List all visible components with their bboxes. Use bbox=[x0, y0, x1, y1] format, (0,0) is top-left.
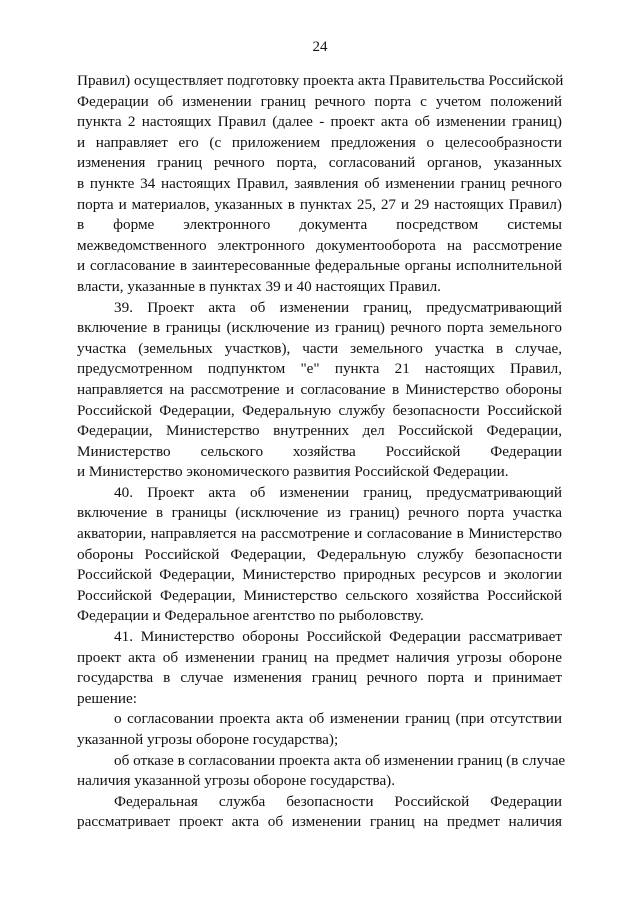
text-line: власти, указанные в пунктах 39 и 40 настоящих Правил. bbox=[77, 277, 441, 295]
text-line: включение в границы (исключение из границ) речного порта участка bbox=[77, 504, 562, 522]
paragraph-41-option-approve bbox=[77, 709, 562, 750]
text-line: участка (земельных участков), части земельного участка в случае, bbox=[77, 339, 562, 357]
text-line: предусмотренном подпунктом "е" пункта 21 настоящих Правил, bbox=[77, 360, 562, 378]
text-line: Федеральная служба безопасности Российской Федерации bbox=[114, 792, 562, 810]
text-line: Федерации и Федеральное агентство по рыболовству. bbox=[77, 607, 424, 625]
text-line: и направляет его (с приложением предложения о целесообразности bbox=[77, 133, 562, 151]
text-line: в пункте 34 настоящих Правил, заявления об изменении границ речного bbox=[77, 174, 562, 192]
text-line: и согласование в заинтересованные федеральные органы исполнительной bbox=[77, 257, 562, 275]
text-line: межведомственного электронного документооборота на рассмотрение bbox=[77, 236, 562, 254]
paragraph-fsb bbox=[77, 792, 562, 833]
document-body bbox=[77, 71, 566, 833]
text-line: 39. Проект акта об изменении границ, предусматривающий bbox=[114, 298, 562, 316]
text-line: указанной угрозы обороне государства); bbox=[77, 731, 339, 748]
text-line: в форме электронного документа посредством системы bbox=[77, 216, 562, 234]
text-line: наличия указанной угрозы обороне государства). bbox=[77, 772, 396, 790]
paragraph-40 bbox=[77, 483, 562, 627]
page-number: 24 bbox=[312, 39, 328, 55]
text-line: Российской Федерации, Министерство природных ресурсов и экологии bbox=[77, 566, 562, 584]
text-line: и Министерство экономического развития Российской Федерации. bbox=[77, 463, 509, 481]
text-line: о согласовании проекта акта об изменении границ (при отсутствии bbox=[114, 710, 562, 728]
text-line: решение: bbox=[77, 689, 137, 707]
text-line: государства в случае изменения границ речного порта и принимает bbox=[77, 669, 562, 687]
text-line: 40. Проект акта об изменении границ, предусматривающий bbox=[114, 483, 562, 501]
text-line: Российской Федерации, Федеральную службу безопасности Российской bbox=[77, 401, 562, 419]
paragraph-41 bbox=[77, 627, 562, 709]
text-line: Российской Федерации, Министерство сельского хозяйства Российской bbox=[77, 586, 562, 604]
text-line: акватории, направляется на рассмотрение и согласование в Министерство bbox=[77, 525, 562, 543]
text-line: 41. Министерство обороны Российской Федерации рассматривает bbox=[114, 628, 562, 646]
text-line: рассматривает проект акта об изменении границ на предмет наличия bbox=[77, 813, 562, 831]
text-line: Федерации, Министерство внутренних дел Российской Федерации, bbox=[77, 422, 562, 440]
text-line: пункта 2 настоящих Правил (далее - проект акта об изменении границ) bbox=[77, 113, 562, 131]
text-line: направляется на рассмотрение и согласование в Министерство обороны bbox=[77, 380, 562, 398]
text-line: порта и материалов, указанных в пунктах 25, 27 и 29 настоящих Правил) bbox=[77, 195, 562, 213]
text-line: обороны Российской Федерации, Федеральную службу безопасности bbox=[77, 545, 562, 563]
text-line: включение в границы (исключение из границ) речного порта земельного bbox=[77, 319, 562, 337]
paragraph-41-option-refuse bbox=[77, 751, 566, 792]
text-line: проект акта об изменении границ на предмет наличия угрозы обороне bbox=[77, 648, 562, 666]
paragraph-continuation bbox=[77, 71, 562, 298]
paragraph-39 bbox=[77, 298, 562, 483]
text-line: об отказе в согласовании проекта акта об изменении границ (в случае bbox=[114, 751, 566, 769]
text-line: Правил) осуществляет подготовку проекта акта Правительства Российской bbox=[77, 72, 564, 89]
text-line: изменения границ речного порта, согласований органов, указанных bbox=[77, 154, 562, 172]
text-line: Министерство сельского хозяйства Российской Федерации bbox=[77, 442, 562, 460]
text-line: Федерации об изменении границ речного порта с учетом положений bbox=[77, 92, 562, 110]
